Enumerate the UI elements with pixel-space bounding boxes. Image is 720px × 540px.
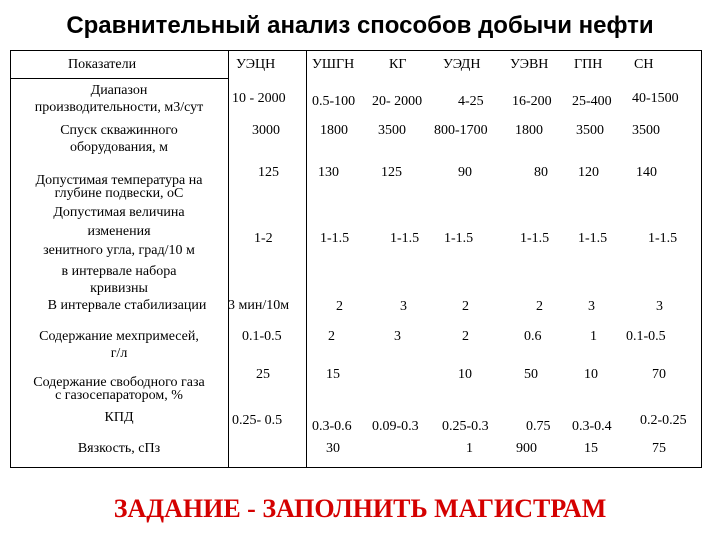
row-label-free-gas [12, 374, 226, 404]
header-col-4: УЭДН [443, 57, 481, 72]
label-line: в интервале набора [61, 264, 177, 279]
value-viscosity-uevn: 900 [516, 441, 537, 456]
label-line: Содержание свободного газа [33, 375, 205, 390]
value-temperature-uevn: 80 [534, 165, 548, 180]
value-depth-uevn: 1800 [515, 123, 543, 138]
value-efficiency-kg: 0.09-0.3 [372, 419, 419, 434]
label-line: КПД [104, 410, 134, 425]
label-line: Содержание мехпримесей, [39, 329, 199, 344]
value-depth-sn: 3500 [632, 123, 660, 138]
header-col-1: УЭЦН [236, 57, 276, 72]
label-line: Вязкость, сПз [77, 441, 161, 456]
value-impurities-sn: 0.1-0.5 [626, 329, 666, 344]
label-line: Диапазон [90, 83, 148, 98]
row-label-efficiency [12, 409, 226, 426]
value-zenith-sn: 1-1.5 [648, 231, 678, 246]
value-temperature-ushgn: 130 [318, 165, 339, 180]
value-depth-uecn: 3000 [252, 123, 280, 138]
label-line: зенитного угла, град/10 м [43, 243, 195, 258]
value-temperature-sn: 140 [636, 165, 657, 180]
value-zenith-kg: 1-1.5 [390, 231, 420, 246]
value-productivity-ushgn: 0.5-100 [312, 94, 356, 109]
value-productivity-uevn: 16-200 [512, 94, 552, 109]
value-temperature-uedn: 90 [458, 165, 472, 180]
label-line: с газосепаратором, % [55, 388, 183, 403]
task-banner: ЗАДАНИЕ - ЗАПОЛНИТЬ МАГИСТРАМ [113, 494, 607, 523]
header-col-3: КГ [389, 57, 407, 72]
row-label-temperature [12, 172, 226, 202]
value-productivity-kg: 20- 2000 [372, 94, 423, 109]
value-zenith-uevn: 1-1.5 [520, 231, 550, 246]
first-value-column-divider [306, 50, 307, 468]
header-indicators: Показатели [68, 57, 137, 72]
value-free-gas-uecn: 25 [256, 367, 270, 382]
row-label-impurities [12, 328, 226, 362]
value-productivity-gpn: 25-400 [572, 94, 612, 109]
value-depth-kg: 3500 [378, 123, 406, 138]
header-divider [10, 78, 228, 79]
value-efficiency-uevn: 0.75 [526, 419, 551, 434]
label-line: оборудования, м [69, 140, 169, 155]
value-free-gas-sn: 70 [652, 367, 666, 382]
row-label-viscosity [12, 440, 226, 457]
value-free-gas-ushgn: 15 [326, 367, 340, 382]
value-stabilization-gpn: 3 [588, 299, 595, 314]
value-stabilization-ushgn: 2 [336, 299, 343, 314]
value-impurities-kg: 3 [394, 329, 401, 344]
value-depth-gpn: 3500 [576, 123, 604, 138]
value-stabilization-uecn: 3 мин/10м [228, 298, 290, 313]
label-line: В интервале стабилизации [47, 298, 207, 313]
value-viscosity-sn: 75 [652, 441, 666, 456]
label-line: производительности, м3/сут [34, 100, 204, 115]
row-label-zenith-angle [12, 203, 226, 260]
row-label-depth [12, 122, 226, 156]
value-stabilization-uedn: 2 [462, 299, 469, 314]
value-impurities-gpn: 1 [590, 329, 597, 344]
value-zenith-uecn: 1-2 [254, 231, 273, 246]
label-line: глубине подвески, оС [54, 186, 184, 201]
header-col-2: УШГН [312, 57, 355, 72]
value-free-gas-uevn: 50 [524, 367, 538, 382]
label-line: г/л [110, 346, 128, 361]
value-temperature-kg: 125 [381, 165, 402, 180]
label-line: изменения [87, 224, 151, 239]
value-efficiency-uedn: 0.25-0.3 [442, 419, 489, 434]
row-label-productivity [12, 82, 226, 116]
value-efficiency-uecn: 0.25- 0.5 [232, 413, 283, 428]
value-efficiency-sn: 0.2-0.25 [640, 413, 687, 428]
row-label-stabilization [12, 263, 226, 314]
value-zenith-gpn: 1-1.5 [578, 231, 608, 246]
label-column-divider [228, 50, 229, 468]
value-productivity-uedn: 4-25 [458, 94, 484, 109]
value-viscosity-gpn: 15 [584, 441, 598, 456]
header-col-5: УЭВН [510, 57, 549, 72]
value-depth-ushgn: 1800 [320, 123, 348, 138]
value-free-gas-gpn: 10 [584, 367, 598, 382]
value-productivity-sn: 40-1500 [632, 91, 679, 106]
value-zenith-ushgn: 1-1.5 [320, 231, 350, 246]
value-impurities-ushgn: 2 [328, 329, 335, 344]
value-stabilization-kg: 3 [400, 299, 407, 314]
value-impurities-uevn: 0.6 [524, 329, 542, 344]
page-title: Сравнительный анализ способов добычи нефти [66, 12, 654, 39]
header-col-6: ГПН [574, 57, 603, 72]
value-viscosity-uedn: 1 [466, 441, 473, 456]
value-temperature-gpn: 120 [578, 165, 599, 180]
header-col-7: СН [634, 57, 654, 72]
value-stabilization-uevn: 2 [536, 299, 543, 314]
value-temperature-uecn: 125 [258, 165, 279, 180]
value-depth-uedn: 800-1700 [434, 123, 488, 138]
label-line: кривизны [90, 281, 148, 296]
value-productivity-uecn: 10 - 2000 [232, 91, 286, 106]
value-viscosity-ushgn: 30 [326, 441, 340, 456]
value-free-gas-uedn: 10 [458, 367, 472, 382]
value-zenith-uedn: 1-1.5 [444, 231, 474, 246]
label-line: Допустимая температура на [35, 173, 203, 188]
value-efficiency-gpn: 0.3-0.4 [572, 419, 612, 434]
value-stabilization-sn: 3 [656, 299, 663, 314]
label-line: Спуск скважинного [60, 123, 178, 138]
value-impurities-uedn: 2 [462, 329, 469, 344]
value-efficiency-ushgn: 0.3-0.6 [312, 419, 352, 434]
label-line: Допустимая величина [53, 205, 185, 220]
value-impurities-uecn: 0.1-0.5 [242, 329, 282, 344]
